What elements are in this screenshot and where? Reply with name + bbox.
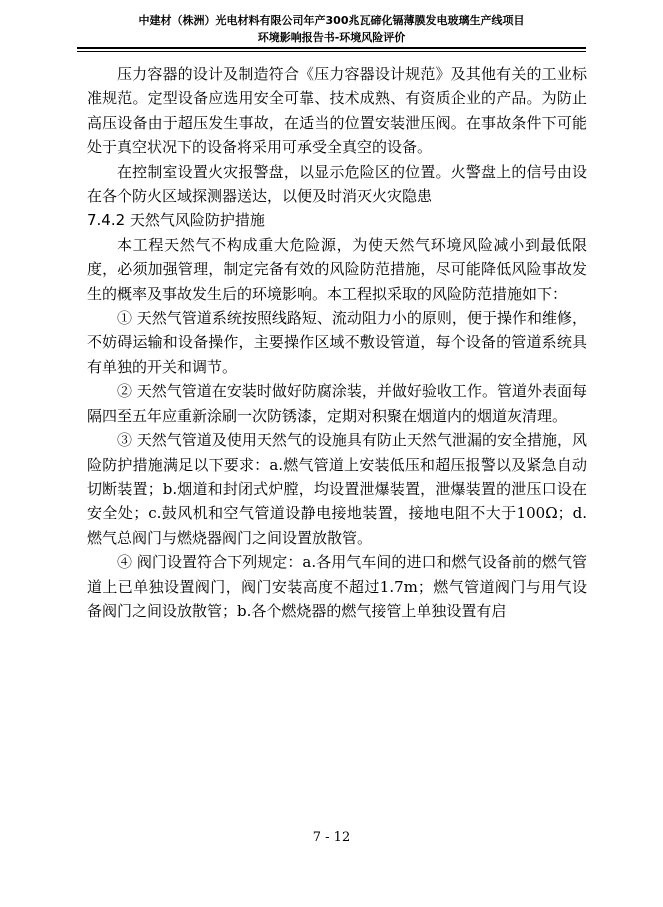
header-rule-thick — [77, 47, 586, 49]
paragraph-measure-4: ④ 阀门设置符合下列规定：a.各用气车间的进口和燃气设备前的燃气管道上已单独设置阀门，阀门安装高度不超过1.7m；燃气管道阀门与用气设备阀门之间设放散管；b.各个燃烧器的燃气接管上单独设置有启 — [87, 553, 587, 620]
page-number: 7 - 12 — [312, 830, 351, 845]
paragraph-fire-alarm: 在控制室设置火灾报警盘，以显示危险区的位置。火警盘上的信号由设在各个防火区域探测器送达，以便及时消灭火灾隐患 — [87, 162, 587, 206]
section-heading: 7.4.2 天然气风险防护措施 — [87, 211, 265, 230]
header-project-title: 中建材（株洲）光电材料有限公司年产300兆瓦碲化镉薄膜发电玻璃生产线项目 — [138, 14, 525, 27]
paragraph-measure-2: ② 天然气管道在安装时做好防腐涂装，并做好验收工作。管道外表面每隔四至五年应重新涂刷一次防锈漆，定期对积聚在烟道内的烟道灰清理。 — [87, 382, 587, 425]
paragraph-pressure-vessel: 压力容器的设计及制造符合《压力容器设计规范》及其他有关的工业标准规范。定型设备应选用安全可靠、技术成熟、有资质企业的产品。为防止高压设备由于超压发生事故，在适当的位置安装泄压阀。在事故条件下可能处于真空状况下的设备将采用可承受全真空的设备。 — [87, 65, 587, 157]
header-rule-thin — [77, 51, 586, 52]
body-text — [87, 62, 587, 623]
paragraph-measure-1: ① 天然气管道系统按照线路短、流动阻力小的原则，便于操作和维修，不妨碍运输和设备操作，主要操作区域不敷设管道，每个设备的管道系统具有单独的开关和调节。 — [87, 309, 587, 376]
paragraph-gas-intro: 本工程天然气不构成重大危险源，为使天然气环境风险减小到最低限度，必须加强管理，制定完备有效的风险防范措施，尽可能降低风险事故发生的概率及事故发生后的环境影响。本工程拟采取的风险防范措施如下： — [87, 235, 587, 303]
header-report-title: 环境影响报告书-环境风险评价 — [257, 31, 406, 44]
paragraph-measure-3: ③ 天然气管道及使用天然气的设施具有防止天然气泄漏的安全措施，风险防护措施满足以下要求：a.燃气管道上安装低压和超压报警以及紧急自动切断装置；b.烟道和封闭式炉膛，均设置泄爆装置，泄爆装置的泄压口设在安全处；c.鼓风机和空气管道设静电接地装置，接地电阻不大于100Ω；d.燃气总阀门与燃烧器阀门之间设置放散管。 — [87, 431, 587, 547]
